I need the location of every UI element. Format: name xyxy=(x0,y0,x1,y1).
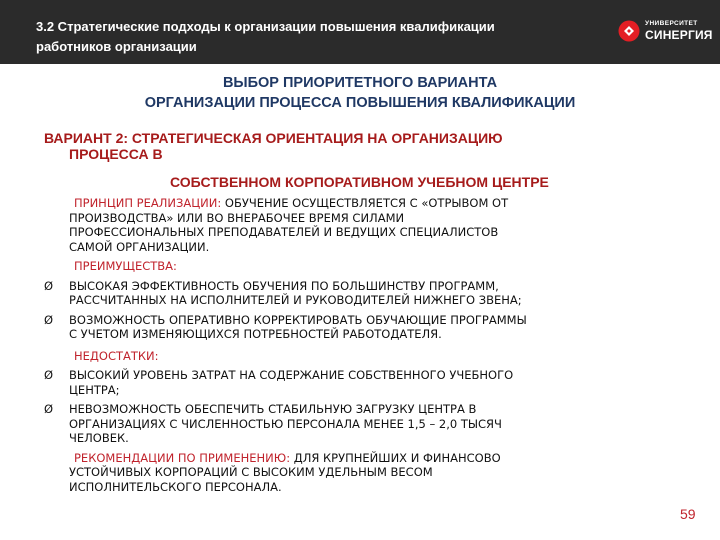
arrow-bullet-icon: Ø xyxy=(44,402,54,416)
principle-text-2: ПРОИЗВОДСТВА» ИЛИ ВО ВНЕРАБОЧЕЕ ВРЕМЯ СИЛАМИ xyxy=(69,210,405,225)
list-item xyxy=(44,313,684,342)
advantage-2-line-1: ВОЗМОЖНОСТЬ ОПЕРАТИВНО КОРРЕКТИРОВАТЬ ОБУЧАЮЩИЕ ПРОГРАММЫ xyxy=(69,312,527,327)
disadvantages-label: НЕДОСТАТКИ: xyxy=(74,348,159,363)
subtitle-line-2: ОРГАНИЗАЦИИ ПРОЦЕССА ПОВЫШЕНИЯ КВАЛИФИКАЦИИ xyxy=(144,95,576,111)
slide-subtitle xyxy=(60,73,660,113)
disadvantage-1-line-1: ВЫСОКИЙ УРОВЕНЬ ЗАТРАТ НА СОДЕРЖАНИЕ СОБСТВЕННОГО УЧЕБНОГО xyxy=(69,368,514,382)
advantages-label: ПРЕИМУЩЕСТВА: xyxy=(74,259,177,273)
list-item xyxy=(44,279,684,308)
subtitle-line-1: ВЫБОР ПРИОРИТЕТНОГО ВАРИАНТА xyxy=(222,75,498,91)
page-number: 59 xyxy=(680,506,696,522)
disadvantages-block xyxy=(44,349,684,446)
principle-first-line xyxy=(44,196,684,211)
logo-university-text: УНИВЕРСИТЕТ xyxy=(645,20,698,27)
principle-text-4: САМОЙ ОРГАНИЗАЦИИ. xyxy=(69,239,210,254)
synergy-logo xyxy=(618,18,714,46)
advantages-block xyxy=(44,259,684,342)
list-item xyxy=(44,368,684,397)
recommendations-text-3: ИСПОЛНИТЕЛЬСКОГО ПЕРСОНАЛА. xyxy=(69,479,282,494)
principle-text-3: ПРОФЕССИОНАЛЬНЫХ ПРЕПОДАВАТЕЛЕЙ И ВЕДУЩИХ СПЕЦИАЛИСТОВ xyxy=(69,225,499,239)
synergy-logo-icon xyxy=(618,20,640,42)
header-title xyxy=(36,17,576,57)
variant-line-1: ВАРИАНТ 2: СТРАТЕГИЧЕСКАЯ ОРИЕНТАЦИЯ НА ОРГАНИЗАЦИЮ xyxy=(44,130,503,146)
logo-synergy-text: СИНЕРГИЯ xyxy=(645,28,713,42)
header-title-line-2: работников организации xyxy=(36,39,197,54)
disadvantage-2-line-1: НЕВОЗМОЖНОСТЬ ОБЕСПЕЧИТЬ СТАБИЛЬНУЮ ЗАГРУЗКУ ЦЕНТРА В xyxy=(69,402,477,416)
principle-label: ПРИНЦИП РЕАЛИЗАЦИИ: xyxy=(74,196,222,210)
disadvantage-1-line-2: ЦЕНТРА; xyxy=(69,382,120,397)
disadvantage-2-line-2: ОРГАНИЗАЦИЯХ С ЧИСЛЕННОСТЬЮ ПЕРСОНАЛА МЕНЕЕ 1,5 – 2,0 ТЫСЯЧ xyxy=(69,416,502,431)
variant-heading xyxy=(44,130,664,190)
arrow-bullet-icon: Ø xyxy=(44,312,54,327)
arrow-bullet-icon: Ø xyxy=(44,278,54,293)
advantage-1-line-2: РАССЧИТАННЫХ НА ИСПОЛНИТЕЛЕЙ И РУКОВОДИТЕЛЕЙ НИЖНЕГО ЗВЕНА; xyxy=(69,293,522,307)
advantage-1-line-1: ВЫСОКАЯ ЭФФЕКТИВНОСТЬ ОБУЧЕНИЯ ПО БОЛЬШИНСТВУ ПРОГРАММ, xyxy=(69,278,499,293)
principle-text-1: ОБУЧЕНИЕ ОСУЩЕСТВЛЯЕТСЯ С «ОТРЫВОМ ОТ xyxy=(221,196,509,210)
disadvantage-2-line-3: ЧЕЛОВЕК. xyxy=(69,431,129,445)
recommendations-text-1: ДЛЯ КРУПНЕЙШИХ И ФИНАНСОВО xyxy=(290,450,501,465)
slide-header xyxy=(0,0,720,64)
principle-block xyxy=(44,196,684,254)
slide-body xyxy=(44,196,684,494)
recommendations-block xyxy=(44,451,684,495)
variant-line-3: СОБСТВЕННОМ КОРПОРАТИВНОМ УЧЕБНОМ ЦЕНТРЕ xyxy=(170,174,549,190)
header-title-line-1: 3.2 Стратегические подходы к организации повышения квалификации xyxy=(36,19,495,34)
recommendations-label: РЕКОМЕНДАЦИИ ПО ПРИМЕНЕНИЮ: xyxy=(74,450,291,465)
recommendations-text-2: УСТОЙЧИВЫХ КОРПОРАЦИЙ С ВЫСОКИМ УДЕЛЬНЫМ ВЕСОМ xyxy=(69,465,433,479)
variant-line-2: ПРОЦЕССА В xyxy=(69,146,163,162)
arrow-bullet-icon: Ø xyxy=(44,368,54,382)
advantage-2-line-2: С УЧЕТОМ ИЗМЕНЯЮЩИХСЯ ПОТРЕБНОСТЕЙ РАБОТОДАТЕЛЯ. xyxy=(69,327,442,341)
list-item xyxy=(44,402,684,446)
recommendations-first-line xyxy=(44,451,684,466)
